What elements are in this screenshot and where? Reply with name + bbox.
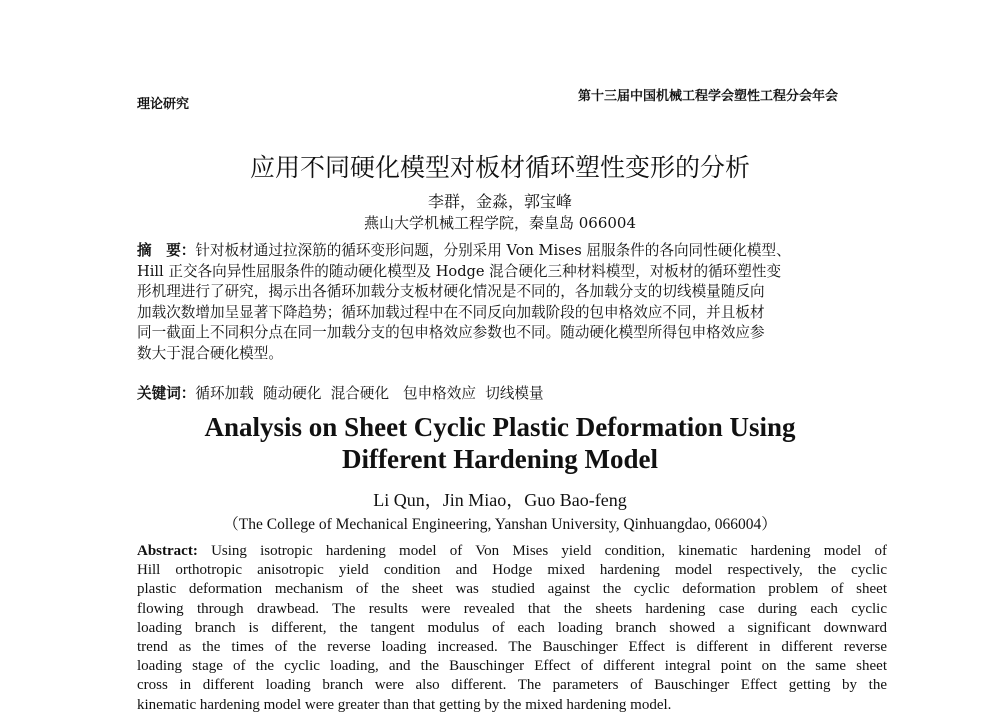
- chinese-abstract-line: 数大于混合硬化模型。: [137, 344, 283, 362]
- english-title: Analysis on Sheet Cyclic Plastic Deformation Using Different Hardening Model: [204, 412, 796, 474]
- chinese-abstract-line: Hill 正交各向异性屈服条件的随动硬化模型及 Hodge 混合硬化三种材料模型，对板材的循环塑性变: [137, 262, 782, 280]
- chinese-authors: 李群，金淼，郭宝峰: [427, 192, 572, 211]
- english-abstract-line: Hill orthotropic anisotropic yield condition and Hodge mixed hardening model respectively, the cyclic: [137, 562, 887, 579]
- english-abstract-line: trend as the times of the reverse loading increased. The Bauschinger Effect is different in different reverse: [137, 639, 887, 656]
- english-abstract-line: loading stage of the cyclic loading, and the Bauschinger Effect of different integral point on the same sheet: [137, 658, 887, 675]
- chinese-abstract-line: 形机理进行了研究，揭示出各循环加载分支板材硬化情况是不同的，各加载分支的切线模量随反向: [137, 283, 765, 300]
- chinese-affiliation: 燕山大学机械工程学院，秦皇岛 066004: [363, 214, 637, 232]
- english-abstract-line: plastic deformation mechanism of the sheet was studied against the cyclic deformation problem of sheet: [137, 581, 887, 598]
- chinese-abstract-line: 同一截面上不同积分点在同一加载分支的包申格效应参数也不同。随动硬化模型所得包申格效应参: [137, 324, 765, 341]
- chinese-abstract-label: 摘 要：: [137, 242, 196, 259]
- english-authors: Li Qun，Jin Miao，Guo Bao-feng: [373, 490, 627, 510]
- chinese-keywords-label: 关键词：: [137, 385, 196, 402]
- chinese-abstract-line: 摘 要：针对板材通过拉深筋的循环变形问题，分别采用 Von Mises 屈服条件的各向同性硬化模型、: [137, 242, 791, 259]
- english-affiliation: （The College of Mechanical Engineering, Yanshan University, Qinhuangdao, 066004）: [223, 516, 777, 533]
- english-abstract-line: cross in different loading branch were also different. The parameters of Bauschinger Effect getting by the: [137, 677, 887, 694]
- english-abstract-line: loading branch is different, the tangent modulus of each loading branch showed a significant downward: [137, 619, 887, 636]
- english-abstract: [137, 542, 887, 715]
- chinese-title: 应用不同硬化模型对板材循环塑性变形的分析: [249, 153, 750, 182]
- english-abstract-label: Abstract:: [137, 543, 198, 559]
- english-abstract-line: flowing through drawbead. The results were revealed that the sheets hardening case during each cyclic: [137, 600, 887, 617]
- chinese-abstract: [137, 241, 887, 364]
- english-abstract-line: Abstract: Using isotropic hardening model of Von Mises yield condition, kinematic hardening model of: [137, 543, 888, 559]
- section-header: 理论研究: [137, 97, 190, 112]
- conference-header: 第十三届中国机械工程学会塑性工程分会年会: [578, 89, 839, 104]
- chinese-abstract-line: 加载次数增加呈显著下降趋势；循环加载过程中在不同反向加载阶段的包申格效应不同，并且板材: [137, 303, 765, 321]
- english-abstract-line: kinematic hardening model were greater than that getting by the mixed hardening model.: [137, 696, 672, 713]
- chinese-keywords: [137, 382, 544, 403]
- chinese-keywords-text: 循环加载 随动硬化 混合硬化 包申格效应 切线模量: [195, 385, 544, 402]
